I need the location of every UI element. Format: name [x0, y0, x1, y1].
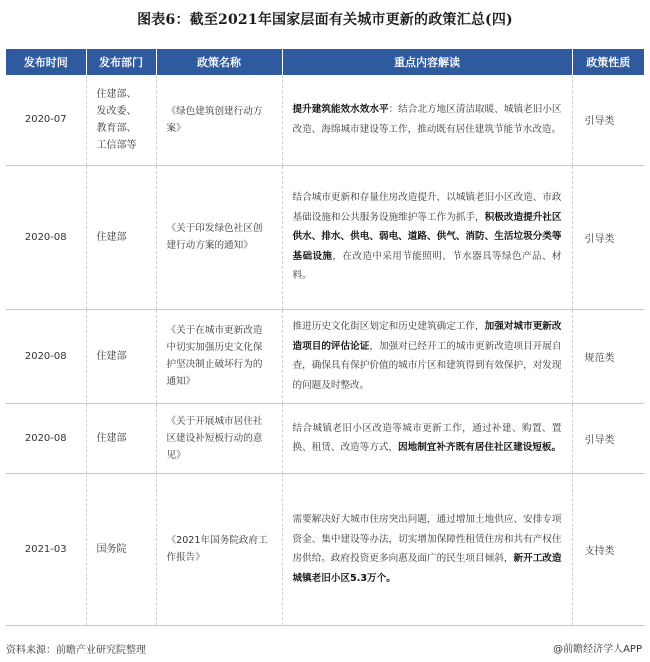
content-text: 推进历史文化街区划定和历史建筑确定工作，	[292, 321, 485, 332]
table-header-row	[6, 49, 644, 75]
content-text: 结合城市更新和存量住房改造提升，以城镇老旧小区改造、市政基础设施和公共服务设施维护等工作为抓手，	[292, 192, 562, 223]
dept-line: 住建部	[96, 432, 127, 444]
table-row	[6, 75, 644, 165]
cell-content	[282, 165, 572, 309]
cell-policy-name: 《绿色建筑创建行动方案》	[156, 75, 282, 165]
table-body	[6, 75, 644, 625]
content-highlight: 积极改造提升社区供水、排水、供电、弱电、道路、供气、消防、生活垃圾分类等基础设施	[292, 211, 562, 262]
content-highlight: 提升建筑能效水效水平	[292, 104, 389, 116]
dept-line: 住建部	[96, 231, 127, 243]
source-note: 资料来源：前瞻产业研究院整理	[6, 645, 146, 656]
header-dept: 发布部门	[86, 49, 156, 75]
cell-date: 2020-07	[6, 75, 86, 165]
table-row	[6, 309, 644, 403]
content-text: ，在改造中采用节能照明、节水器具等绿色产品、材料。	[292, 250, 562, 282]
content-text: 需要解决好大城市住房突出问题，通过增加土地供应、安排专项资金、集中建设等办法，切实增加保障性租赁住房和共有产权住房供给。政府投资更多向惠及面广的民生项目倾斜，	[292, 514, 562, 564]
cell-date: 2020-08	[6, 403, 86, 473]
cell-policy-type: 引导类	[572, 403, 644, 473]
brand-text: @前瞻经济学人APP	[553, 644, 642, 655]
cell-content	[282, 473, 572, 625]
cell-policy-type: 引导类	[572, 165, 644, 309]
header-type: 政策性质	[572, 49, 644, 75]
table-row	[6, 473, 644, 625]
content-highlight: 新开工改造城镇老旧小区5.3万个。	[292, 553, 562, 584]
cell-dept	[86, 473, 156, 625]
cell-date: 2020-08	[6, 309, 86, 403]
page-title: 图表6：截至2021年国家层面有关城市更新的政策汇总(四)	[137, 12, 513, 28]
cell-date: 2020-08	[6, 165, 86, 309]
content-highlight: 因地制宜补齐既有居住社区建设短板。	[398, 442, 562, 453]
dept-line: 教育部、	[96, 122, 137, 134]
content-text: ：结合北方地区清洁取暖、城镇老旧小区改造、海绵城市建设等工作，推动既有居住建筑节能节水改造。	[292, 104, 562, 135]
dept-line: 住建部、	[96, 88, 137, 100]
cell-dept	[86, 165, 156, 309]
cell-policy-name: 《关于在城市更新改造中切实加强历史文化保护坚决制止破坏行为的通知》	[156, 309, 282, 403]
cell-date: 2021-03	[6, 473, 86, 625]
cell-policy-type: 支持类	[572, 473, 644, 625]
cell-dept	[86, 309, 156, 403]
dept-line: 国务院	[96, 543, 127, 555]
cell-dept	[86, 403, 156, 473]
brand-watermark	[553, 640, 642, 655]
cell-policy-type: 引导类	[572, 75, 644, 165]
dept-line: 工信部等	[96, 139, 137, 151]
cell-dept	[86, 75, 156, 165]
table-row	[6, 403, 644, 473]
header-date: 发布时间	[6, 49, 86, 75]
cell-policy-name: 《2021年国务院政府工作报告》	[156, 473, 282, 625]
cell-content	[282, 75, 572, 165]
table-row	[6, 165, 644, 309]
content-text: ，加强对已经开工的城市更新改造项目开展自查，确保具有保护价值的城市片区和建筑得到有效保护，对发现的问题及时整改。	[292, 340, 562, 391]
cell-policy-type: 规范类	[572, 309, 644, 403]
cell-policy-name: 《关于印发绿色社区创建行动方案的通知》	[156, 165, 282, 309]
content-text: 结合城镇老旧小区改造等城市更新工作，通过补建、购置、置换、租赁、改造等方式，	[292, 422, 562, 453]
cell-content	[282, 309, 572, 403]
dept-line: 住建部	[96, 350, 127, 362]
header-content: 重点内容解读	[282, 49, 572, 75]
dept-line: 发改委、	[96, 105, 137, 117]
cell-policy-name: 《关于开展城市居住社区建设补短板行动的意见》	[156, 403, 282, 473]
cell-content	[282, 403, 572, 473]
content-highlight: 加强对城市更新改造项目的评估论证	[292, 321, 562, 352]
header-name: 政策名称	[156, 49, 282, 75]
policy-table	[6, 49, 644, 626]
